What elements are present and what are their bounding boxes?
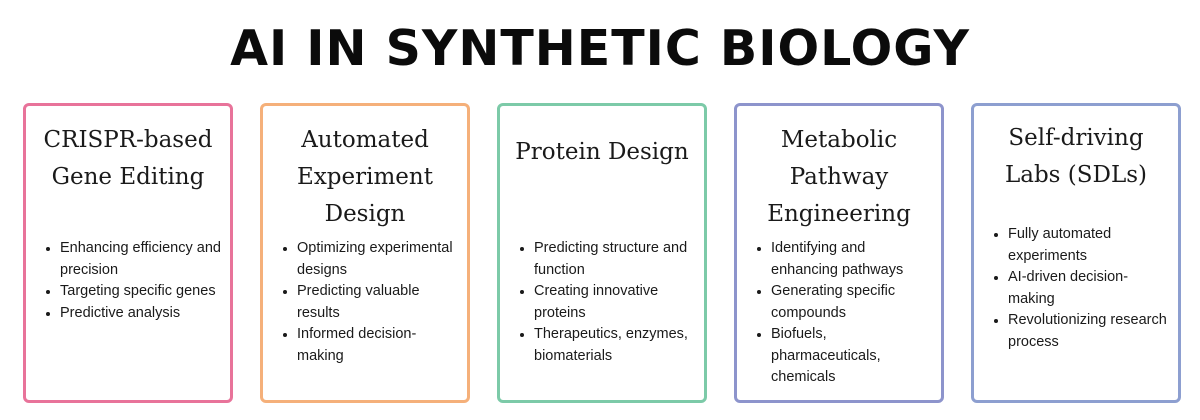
list-item: • Optimizing experimental designs (297, 238, 459, 281)
card-title: Self-driving Labs (SDLs) (1004, 125, 1148, 188)
card-protein-design (497, 103, 707, 403)
list-item: • Revolutionizing research process (1008, 310, 1170, 353)
list-item: • Biofuels, pharmaceuticals, chemicals (771, 324, 933, 389)
list-item: • Identifying and enhancing pathways (771, 238, 933, 281)
card-bullet-list (44, 238, 222, 324)
list-item: • Informed decision-making (297, 324, 459, 367)
list-item: • Predicting valuable results (297, 281, 459, 324)
list-item: • Generating specific compounds (771, 281, 933, 324)
list-item: • Predictive analysis (60, 303, 222, 325)
card-bullet-list (755, 238, 933, 389)
card-title: Metabolic Pathway Engineering (767, 127, 911, 227)
card-bullet-list (518, 238, 696, 367)
card-bullet-list (281, 238, 459, 367)
page-title: AI IN SYNTHETIC BIOLOGY (230, 20, 970, 77)
list-item: • Therapeutics, enzymes, biomaterials (534, 324, 696, 367)
card-automated-experiment-design (260, 103, 470, 403)
card-title: Protein Design (515, 139, 689, 165)
list-item: • AI-driven decision-making (1008, 267, 1170, 310)
list-item: • Targeting specific genes (60, 281, 222, 303)
list-item: • Creating innovative proteins (534, 281, 696, 324)
list-item: • Fully automated experiments (1008, 224, 1170, 267)
card-self-driving-labs (971, 103, 1181, 403)
list-item: • Enhancing efficiency and precision (60, 238, 222, 281)
card-title: CRISPR-based Gene Editing (43, 127, 213, 190)
list-item: • Predicting structure and function (534, 238, 696, 281)
card-title: Automated Experiment Design (297, 127, 433, 227)
card-crispr (23, 103, 233, 403)
card-bullet-list (992, 224, 1170, 353)
card-metabolic-pathway-engineering (734, 103, 944, 403)
